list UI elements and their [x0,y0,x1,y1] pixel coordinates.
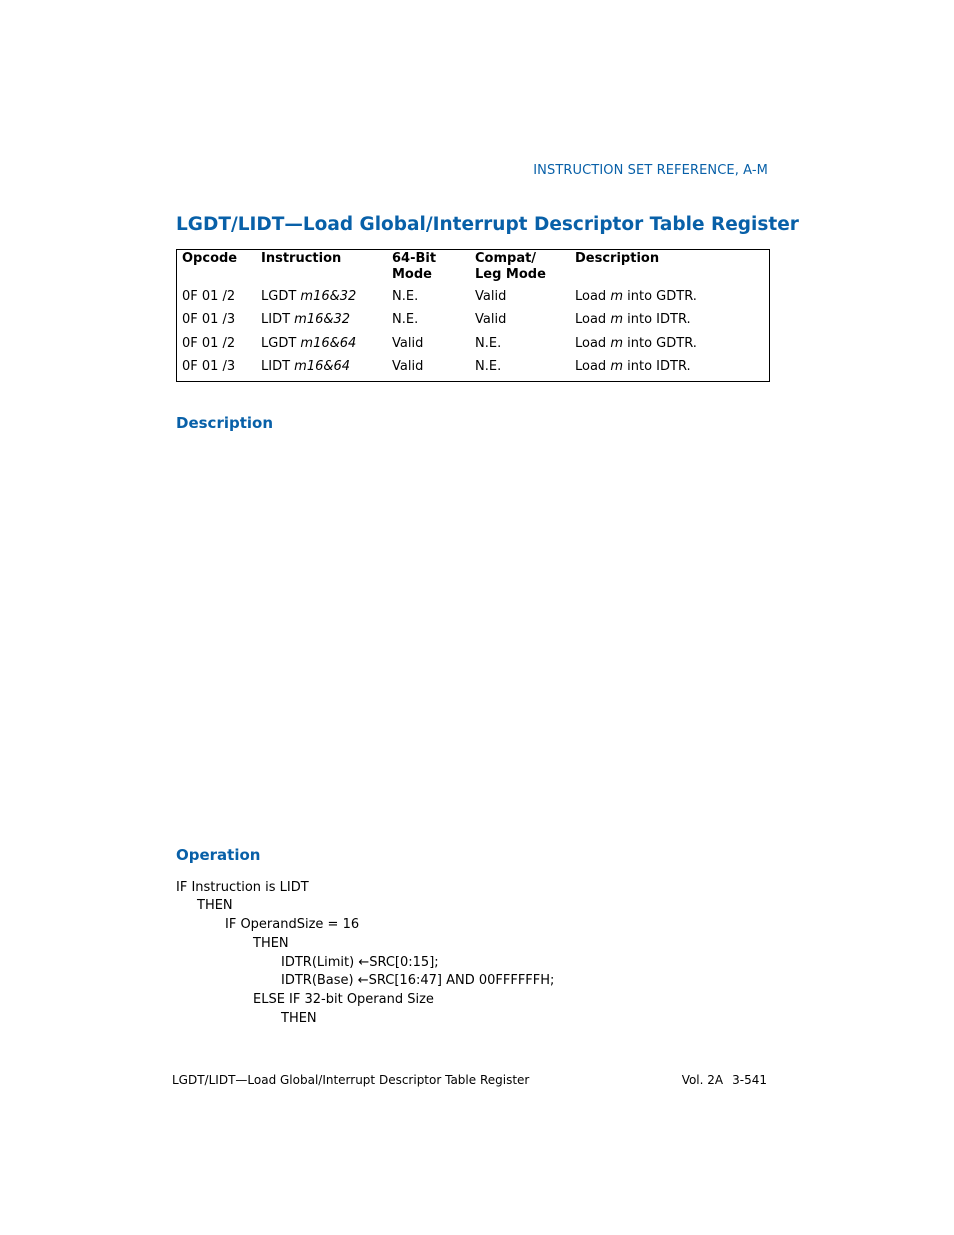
row-0-desc-pre: Load [575,289,607,304]
footer-page-info [682,1073,767,1087]
header-compat-line1: Compat/ [475,251,537,266]
footer-page-number: 3-541 [732,1073,767,1087]
opcode-table [176,249,770,382]
row-1-desc-m: m [610,312,623,327]
row-3-instruction [261,359,350,375]
operation-line-3: THEN [253,936,289,951]
row-0-desc-m: m [610,289,623,304]
header-64bit-line2: Mode [392,267,432,282]
row-2-instruction [261,336,356,352]
header-compat-line2: Leg Mode [475,267,546,282]
row-2-opcode: 0F 01 /2 [182,336,236,351]
description-heading: Description [176,414,274,432]
operation-line-1: THEN [197,898,233,913]
operation-heading: Operation [176,846,261,864]
operation-line-7: THEN [281,1011,317,1026]
row-1-mode64: N.E. [392,312,419,327]
header-compat-mode [475,251,546,283]
row-2-compat: N.E. [475,336,502,351]
running-head: INSTRUCTION SET REFERENCE, A-M [533,163,768,178]
footer-title: LGDT/LIDT—Load Global/Interrupt Descriptor Table Register [172,1073,530,1087]
operation-line-4: IDTR(Limit) ←SRC[0:15]; [281,955,439,970]
row-1-mnemonic: LIDT [261,312,291,327]
page-title: LGDT/LIDT—Load Global/Interrupt Descriptor Table Register [176,214,799,235]
row-2-operand: m16&64 [300,336,357,351]
row-3-mode64: Valid [392,359,424,374]
row-1-description [575,312,691,328]
row-3-description [575,359,691,375]
header-opcode: Opcode [182,251,238,266]
row-3-operand: m16&64 [294,359,351,374]
row-2-desc-post: into GDTR. [627,336,697,351]
row-0-instruction [261,289,356,305]
header-64bit-mode [392,251,436,283]
row-1-compat: Valid [475,312,507,327]
row-1-opcode: 0F 01 /3 [182,312,236,327]
row-3-desc-m: m [610,359,623,374]
row-2-desc-pre: Load [575,336,607,351]
row-1-desc-pre: Load [575,312,607,327]
row-3-desc-pre: Load [575,359,607,374]
row-0-desc-post: into GDTR. [627,289,697,304]
row-3-opcode: 0F 01 /3 [182,359,236,374]
row-3-mnemonic: LIDT [261,359,291,374]
row-0-compat: Valid [475,289,507,304]
header-64bit-line1: 64-Bit [392,251,437,266]
row-0-mode64: N.E. [392,289,419,304]
row-1-instruction [261,312,350,328]
row-1-desc-post: into IDTR. [627,312,691,327]
operation-line-2: IF OperandSize = 16 [225,917,360,932]
footer-volume: Vol. 2A [681,1073,724,1087]
row-2-mode64: Valid [392,336,424,351]
row-0-description [575,289,697,305]
row-0-mnemonic: LGDT [261,289,297,304]
operation-line-6: ELSE IF 32-bit Operand Size [253,992,434,1007]
header-instruction: Instruction [261,251,342,266]
row-2-description [575,336,697,352]
row-0-opcode: 0F 01 /2 [182,289,236,304]
row-2-mnemonic: LGDT [261,336,297,351]
operation-line-0: IF Instruction is LIDT [176,880,309,895]
row-3-desc-post: into IDTR. [627,359,691,374]
row-1-operand: m16&32 [294,312,351,327]
header-description: Description [575,251,660,266]
operation-line-5: IDTR(Base) ←SRC[16:47] AND 00FFFFFFH; [281,973,555,988]
row-3-compat: N.E. [475,359,502,374]
row-2-desc-m: m [610,336,623,351]
row-0-operand: m16&32 [300,289,357,304]
